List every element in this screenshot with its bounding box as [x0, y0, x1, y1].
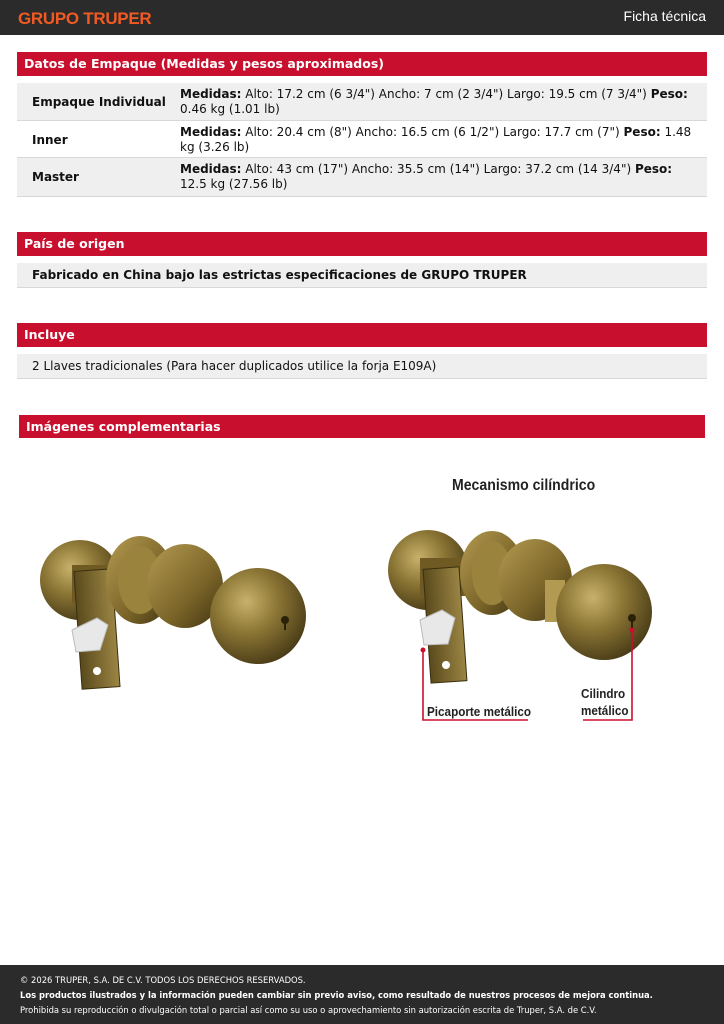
origin-section-title: País de origen [17, 232, 707, 256]
origin-row [17, 263, 707, 288]
measures-key: Medidas: [180, 87, 242, 101]
row-value [180, 125, 695, 155]
measures-value: Alto: 20.4 cm (8") Ancho: 16.5 cm (6 1/2") Largo: 17.7 cm (7") [241, 125, 624, 139]
measures-key: Medidas: [180, 162, 242, 176]
table-row [17, 158, 707, 197]
footer [0, 965, 724, 1024]
mechanism-title: Mecanismo cilíndrico [452, 477, 596, 494]
footer-legal: Prohibida su reproducción o divulgación total o parcial así como su uso o aprovechamiento sin autorización escrita de Truper, S.A. de C.V. [20, 1005, 597, 1015]
footer-notice: Los productos ilustrados y la información pueden cambiar sin previo aviso, como resultado de nuestros procesos de mejora continua. [20, 990, 653, 1000]
table-row [17, 121, 707, 158]
includes-section-title: Incluye [17, 323, 707, 347]
row-label: Inner [32, 133, 68, 147]
includes-text: 2 Llaves tradicionales (Para hacer duplicados utilice la forja E109A) [32, 359, 437, 373]
top-bar [0, 0, 724, 35]
latch-callout: Picaporte metálico [427, 704, 532, 719]
packaging-section-title: Datos de Empaque (Medidas y pesos aproximados) [17, 52, 707, 76]
cylinder-callout-line2: metálico [581, 703, 629, 718]
measures-value: Alto: 43 cm (17") Ancho: 35.5 cm (14") Largo: 37.2 cm (14 3/4") [241, 162, 635, 176]
weight-value: 0.46 kg (1.01 lb) [180, 102, 280, 116]
includes-row [17, 354, 707, 379]
weight-key: Peso: [634, 162, 673, 176]
row-value [180, 87, 695, 117]
weight-key: Peso: [623, 125, 661, 139]
document-type: Ficha técnica [623, 8, 706, 24]
origin-text: Fabricado en China bajo las estrictas especificaciones de GRUPO TRUPER [32, 268, 527, 282]
weight-value: 1.48 kg (3.26 lb) [180, 125, 692, 154]
weight-key: Peso: [650, 87, 688, 101]
knob-lock-image [40, 536, 306, 689]
row-label: Empaque Individual [32, 95, 166, 109]
cylinder-callout-line1: Cilindro [581, 686, 626, 701]
weight-value: 12.5 kg (27.56 lb) [180, 177, 288, 191]
measures-key: Medidas: [180, 125, 242, 139]
footer-copyright: © 2026 TRUPER, S.A. DE C.V. TODOS LOS DERECHOS RESERVADOS. [20, 975, 306, 985]
measures-value: Alto: 17.2 cm (6 3/4") Ancho: 7 cm (2 3/4") Largo: 19.5 cm (7 3/4") [241, 87, 651, 101]
row-value [180, 162, 695, 192]
brand-logo: GRUPO TRUPER [18, 9, 152, 28]
images-section-title: Imágenes complementarias [19, 415, 705, 438]
row-label: Master [32, 170, 79, 184]
table-row [17, 83, 707, 121]
